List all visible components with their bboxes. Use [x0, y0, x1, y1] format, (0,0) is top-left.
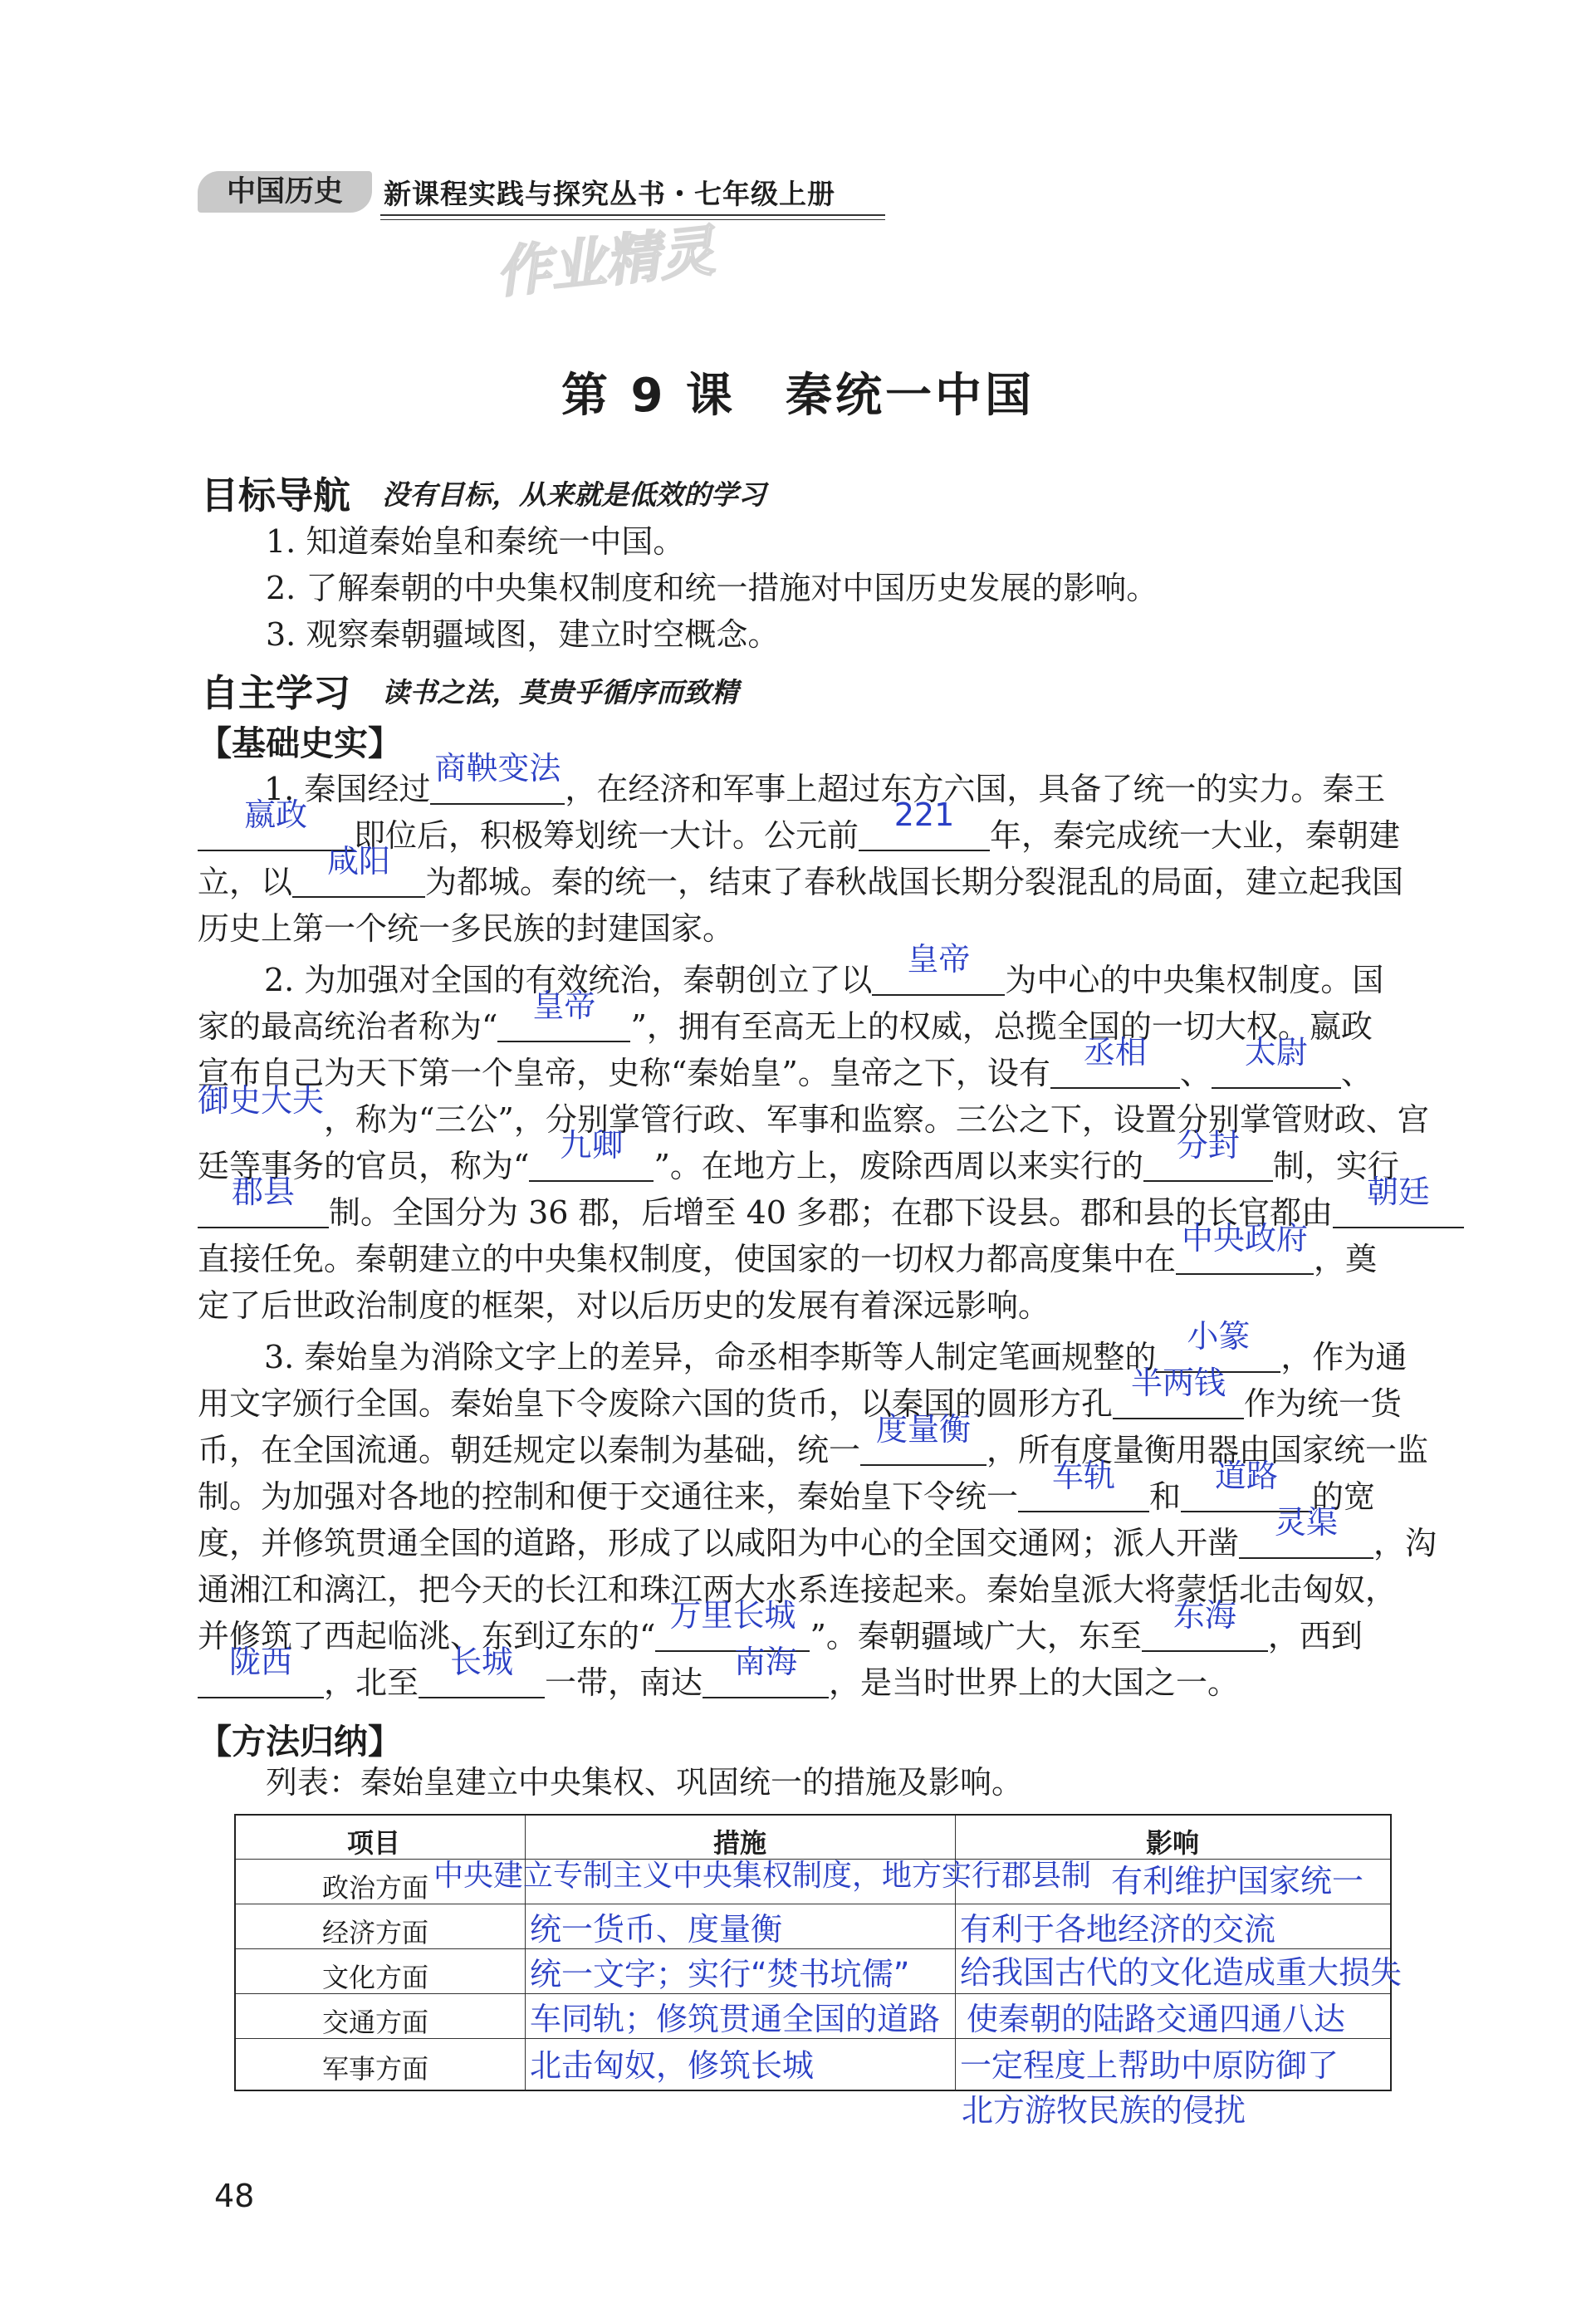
text: 为都城。秦的统一，结束了春秋战国长期分裂混乱的局面，建立起我国 — [425, 864, 1404, 900]
row-item: 军事方面 — [322, 2053, 429, 2085]
measure-answer: 车同轨；修筑贯通全国的道路 — [530, 2001, 941, 2037]
answer-blank — [1050, 1034, 1180, 1089]
answer-blank — [1143, 1127, 1273, 1182]
answer: 灵渠 — [1275, 1504, 1339, 1541]
text: ，称为“三公”，分别掌管行政、军事和监察。三公之下，设置分别掌管财政、宫 — [324, 1101, 1429, 1138]
answer: 南海 — [734, 1644, 798, 1680]
text: 家的最高统治者称为“ — [198, 1008, 498, 1045]
p1-line4: 历史上第一个统一多民族的封建国家。 — [198, 910, 735, 947]
answer: 小篆 — [1187, 1318, 1251, 1355]
text: ，奠 — [1314, 1241, 1378, 1277]
text: 为中心的中央集权制度。国 — [1005, 962, 1384, 998]
impact-answer: 有利于各地经济的交流 — [960, 1911, 1276, 1948]
text: 币，在全国流通。朝廷规定以秦制为基础，统一 — [198, 1432, 861, 1468]
answer-blank — [1333, 1174, 1464, 1228]
answer-blank — [198, 1644, 324, 1698]
text: 宣布自己为天下第一个皇帝，史称“秦始皇”。皇帝之下，设有 — [198, 1055, 1050, 1091]
p2-line1 — [264, 941, 1384, 1003]
table-row — [236, 2038, 1390, 2086]
answer: 度量衡 — [876, 1411, 972, 1448]
goal-item: 1. 知道秦始皇和秦统一中国。 — [266, 523, 685, 560]
table-row — [236, 1904, 1390, 1949]
text: 、 — [1340, 1055, 1373, 1091]
answer: 东海 — [1173, 1597, 1236, 1634]
answer-blank — [419, 1644, 545, 1698]
p3-line5 — [198, 1504, 1437, 1566]
goals-heading: 目标导航 — [201, 473, 351, 517]
answer-blank — [1239, 1504, 1373, 1559]
answer: 御史大夫 — [198, 1082, 325, 1119]
text: 制。全国分为 36 郡，后增至 40 多郡；在郡下设县。郡和县的长官都由 — [329, 1194, 1334, 1231]
answer-blank — [292, 843, 425, 898]
answer: 陇西 — [228, 1644, 292, 1680]
col-header: 措施 — [713, 1827, 767, 1859]
method-label: 【方法归纳】 — [198, 1722, 402, 1762]
answer-blank — [1113, 1365, 1244, 1419]
answer: 朝廷 — [1367, 1174, 1431, 1210]
text: 3. 秦始皇为消除文字上的差异，命丞相李斯等人制定笔画规整的 — [264, 1339, 1157, 1375]
text: 一带，南达 — [545, 1664, 703, 1701]
p1-line1 — [264, 750, 1386, 812]
answer: 皇帝 — [532, 988, 596, 1024]
text: ”。秦朝疆域广大，东至 — [810, 1618, 1142, 1654]
row-item: 政治方面 — [322, 1872, 429, 1904]
text: 、 — [1179, 1055, 1212, 1091]
text: 1. 秦国经过 — [264, 771, 431, 807]
facts-label: 【基础史实】 — [198, 723, 402, 763]
answer: 半两钱 — [1131, 1365, 1226, 1401]
text: 廷等事务的官员，称为“ — [198, 1148, 530, 1184]
text: ，作为通 — [1280, 1339, 1408, 1375]
answer: 皇帝 — [907, 941, 971, 978]
impact-answer-continued: 北方游牧民族的侵扰 — [962, 2092, 1246, 2129]
answer-blank — [1142, 1597, 1268, 1652]
goal-item: 2. 了解秦朝的中央集权制度和统一措施对中国历史发展的影响。 — [266, 570, 1158, 606]
text: 直接任免。秦朝建立的中央集权制度，使国家的一切权力都高度集中在 — [198, 1241, 1177, 1277]
answer-blank — [703, 1644, 829, 1698]
text: 制，实行 — [1272, 1148, 1399, 1184]
text: 立，以 — [198, 864, 293, 900]
answer: 中央政府 — [1182, 1220, 1309, 1257]
text: ，在经济和军事上超过东方六国，具备了统一的实力。秦王 — [565, 771, 1386, 807]
p2-line3 — [198, 1034, 1373, 1096]
answer: 咸阳 — [327, 843, 391, 880]
answer: 分封 — [1176, 1127, 1240, 1164]
text: ，是当时世界上的大国之一。 — [829, 1664, 1240, 1701]
answer: 车轨 — [1052, 1458, 1116, 1494]
text: 和 — [1149, 1478, 1182, 1515]
goal-item: 3. 观察秦朝疆域图，建立时空概念。 — [266, 616, 780, 653]
answer-blank — [1212, 1034, 1341, 1089]
series-title: 新课程实践与探究丛书・七年级上册 — [384, 178, 835, 210]
text: ，所有度量衡用器由国家统一监 — [986, 1432, 1429, 1468]
text: 度，并修筑贯通全国的道路，形成了以咸阳为中心的全国交通网；派人开凿 — [198, 1525, 1240, 1561]
col-header: 项目 — [347, 1827, 401, 1859]
self-study-motto: 读书之法，莫贵乎循序而致精 — [382, 676, 738, 708]
measure-answer: 统一货币、度量衡 — [530, 1911, 783, 1948]
text: ，北至 — [324, 1664, 419, 1701]
answer-blank — [860, 1411, 986, 1466]
measure-answer: 中央建立专制主义中央集权制度，地方实行郡县制 — [433, 1859, 1092, 1893]
subject-badge: 中国历史 — [198, 171, 372, 213]
text: 即位后，积极筹划统一大计。公元前 — [354, 817, 859, 854]
answer: 九卿 — [560, 1127, 624, 1164]
col-header: 影响 — [1146, 1827, 1200, 1859]
p3-line6: 通湘江和漓江，把今天的长江和珠江两大水系连接起来。秦始皇派大将蒙恬北击匈奴， — [198, 1571, 1398, 1608]
answer: 商鞅变法 — [434, 750, 561, 787]
answer: 郡县 — [231, 1174, 295, 1210]
answer: 长城 — [450, 1644, 514, 1680]
lesson-title: 第 9 课 秦统一中国 — [561, 369, 1035, 423]
p2-line8: 定了后世政治制度的框架，对以后历史的发展有着深远影响。 — [198, 1287, 1050, 1324]
text: 并修筑了西起临洮、东到辽东的“ — [198, 1618, 656, 1654]
answer: 道路 — [1215, 1458, 1279, 1494]
text: 用文字颁行全国。秦始皇下令废除六国的货币，以秦国的圆形方孔 — [198, 1385, 1114, 1422]
watermark: 作业精灵 — [492, 218, 717, 306]
answer-blank — [430, 750, 565, 805]
answer-blank — [198, 1174, 329, 1228]
text: 作为统一货 — [1244, 1385, 1403, 1422]
p3-line8 — [198, 1644, 1240, 1706]
impact-answer: 一定程度上帮助中原防御了 — [960, 2047, 1339, 2084]
page-number: 48 — [214, 2178, 255, 2214]
p2-line5 — [198, 1127, 1399, 1189]
p2-line2 — [198, 988, 1373, 1050]
row-item: 文化方面 — [322, 1962, 429, 1993]
measure-answer: 北击匈奴，修筑长城 — [530, 2047, 815, 2084]
row-item: 交通方面 — [322, 2007, 429, 2038]
answer-blank — [872, 941, 1005, 996]
answer-blank — [859, 796, 990, 851]
answer: 嬴政 — [243, 796, 307, 833]
impact-answer: 使秦朝的陆路交通四通八达 — [967, 2001, 1346, 2037]
p1-line3 — [198, 843, 1404, 905]
answer-blank — [1018, 1458, 1149, 1512]
self-study-heading: 自主学习 — [201, 671, 351, 715]
answer-blank — [1176, 1220, 1314, 1275]
text: ，西到 — [1267, 1618, 1363, 1654]
answer-blank — [529, 1127, 654, 1182]
text: 制。为加强对各地的控制和便于交通往来，秦始皇下令统一 — [198, 1478, 1019, 1515]
p3-line4 — [198, 1458, 1376, 1520]
answer: 太尉 — [1244, 1034, 1308, 1071]
text: 的宽 — [1312, 1478, 1376, 1515]
text: ”。在地方上，废除西周以来实行的 — [654, 1148, 1143, 1184]
table-intro: 列表：秦始皇建立中央集权、巩固统一的措施及影响。 — [266, 1764, 1024, 1801]
goals-motto: 没有目标，从来就是低效的学习 — [382, 478, 766, 511]
answer: 万里长城 — [669, 1597, 796, 1634]
p2-line7 — [198, 1220, 1378, 1282]
answer: 221 — [893, 796, 955, 833]
p3-line2 — [198, 1365, 1403, 1427]
table-row — [236, 1993, 1390, 2039]
text: ”，拥有至高无上的权威，总揽全国的一切大权。嬴政 — [630, 1008, 1373, 1045]
row-item: 经济方面 — [322, 1917, 429, 1948]
text: 2. 为加强对全国的有效统治，秦朝创立了以 — [264, 962, 873, 998]
measure-answer: 统一文字；实行“焚书坑儒” — [530, 1956, 910, 1992]
impact-answer: 有利维护国家统一 — [1111, 1863, 1364, 1899]
answer: 丞相 — [1083, 1034, 1147, 1071]
impact-answer: 给我国古代的文化造成重大损失 — [960, 1954, 1403, 1991]
answer-blank — [198, 1082, 325, 1135]
answer-blank — [497, 988, 630, 1042]
text: 年，秦完成统一大业，秦朝建 — [990, 817, 1401, 854]
text: ，沟 — [1373, 1525, 1437, 1561]
